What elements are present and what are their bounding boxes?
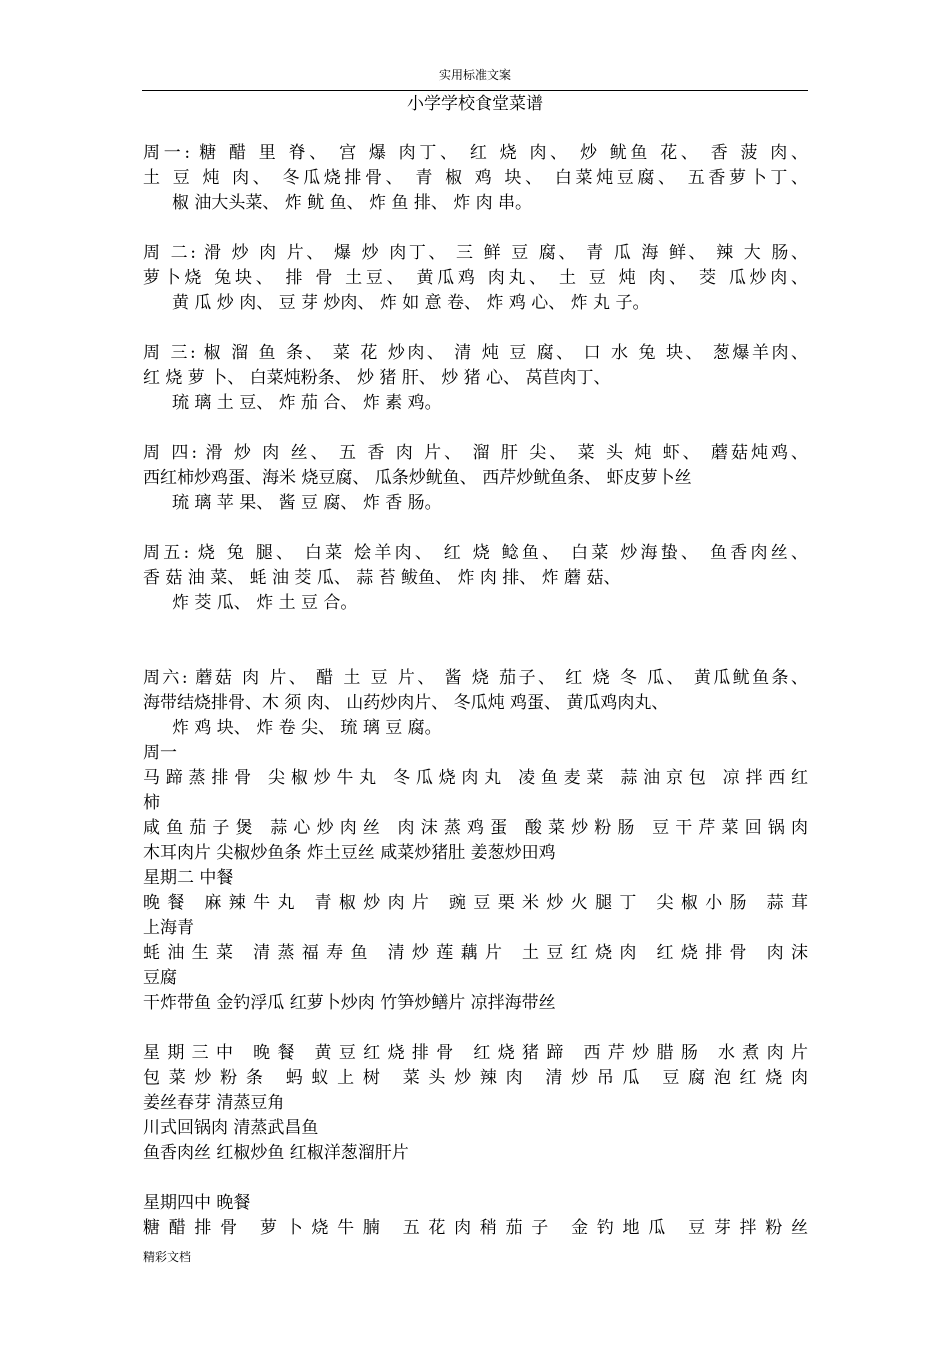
section-heading: 星期四中 晚餐	[143, 1193, 251, 1213]
menu-line: 西红柿炒鸡蛋、海米 烧豆腐、 瓜条炒鱿鱼、 西芹炒鱿鱼条、 虾皮萝卜丝	[143, 468, 692, 488]
document-title: 小学学校食堂菜谱	[407, 94, 543, 114]
menu-line: 马蹄蒸排骨 尖椒炒牛丸 冬瓜烧肉丸 凌鱼麦菜 蒜油京包 凉拌西红	[143, 768, 808, 788]
menu-line: 鱼香肉丝 红椒炒鱼 红椒洋葱溜肝片	[143, 1143, 409, 1163]
menu-line: 香 菇 油 菜、 蚝 油 茭 瓜、 蒜 苔 鲅鱼、 炸 肉 排、 炸 蘑 菇、	[143, 568, 621, 588]
menu-line: 周五: 烧 兔 腿、 白菜 烩羊肉、 红 烧 鲶鱼、 白菜 炒海蛰、 鱼香肉丝、	[143, 543, 808, 563]
menu-line: 上海青	[143, 918, 194, 938]
section-heading: 周一	[143, 743, 177, 763]
menu-line: 炸 鸡 块、 炸 卷 尖、 琉 璃 豆 腐。	[172, 718, 442, 738]
menu-line: 周一: 糖 醋 里 脊、 宫 爆 肉丁、 红 烧 肉、 炒 鱿鱼 花、 香 菠 肉、	[143, 143, 808, 163]
menu-line: 椒 油大头菜、 炸 鱿 鱼、 炸 鱼 排、 炸 肉 串。	[172, 193, 533, 213]
menu-line: 萝卜烧 兔块、 排 骨 土豆、 黄瓜鸡 肉丸、 土 豆 炖 肉、 茭 瓜炒肉、	[143, 268, 808, 288]
page-header: 实用标准文案	[438, 68, 511, 82]
menu-line: 红 烧 萝 卜、 白菜炖粉条、 炒 猪 肝、 炒 猪 心、 莴苣肉丁、	[143, 368, 611, 388]
menu-line: 周 二: 滑 炒 肉 片、 爆 炒 肉丁、 三 鲜 豆 腐、 青 瓜 海 鲜、 辣 大 肠、	[143, 243, 808, 263]
menu-line: 周 四: 滑 炒 肉 丝、 五 香 肉 片、 溜 肝 尖、 菜 头 炖 虾、 蘑菇炖鸡、	[143, 443, 808, 463]
menu-body	[143, 141, 808, 1241]
menu-line: 干炸带鱼 金钓浮瓜 红萝卜炒肉 竹笋炒鳝片 凉拌海带丝	[143, 993, 556, 1013]
menu-line: 琉 璃 苹 果、 酱 豆 腐、 炸 香 肠。	[172, 493, 442, 513]
menu-line: 咸鱼茄子煲 蒜心炒肉丝 肉沫蒸鸡蛋 酸菜炒粉肠 豆干芹菜回锅肉	[143, 818, 808, 838]
header-divider	[142, 90, 808, 91]
menu-line: 蚝油生菜 清蒸福寿鱼 清炒莲藕片 土豆红烧肉 红烧排骨 肉沫	[143, 943, 808, 963]
menu-line: 周六: 蘑菇 肉 片、 醋 土 豆 片、 酱 烧 茄子、 红 烧 冬 瓜、 黄瓜鱿鱼条、	[143, 668, 808, 688]
menu-line: 糖醋排骨 萝卜烧牛腩 五花肉稍茄子 金钓地瓜 豆芽拌粉丝	[143, 1218, 808, 1238]
menu-line: 周 三: 椒 溜 鱼 条、 菜 花 炒肉、 清 炖 豆 腐、 口 水 兔 块、 葱爆羊肉、	[143, 343, 808, 363]
page-footer: 精彩文档	[143, 1250, 192, 1264]
menu-line: 琉 璃 土 豆、 炸 茄 合、 炸 素 鸡。	[172, 393, 442, 413]
menu-line: 晚餐 麻辣牛丸 青椒炒肉片 豌豆栗米炒火腿丁 尖椒小肠 蒜茸	[143, 893, 808, 913]
menu-line: 星期三中 晚餐 黄豆红烧排骨 红烧猪蹄 西芹炒腊肠 水煮肉片	[143, 1043, 808, 1063]
section-heading: 星期二 中餐	[143, 868, 234, 888]
menu-line: 炸 茭 瓜、 炸 土 豆 合。	[172, 593, 358, 613]
menu-line: 黄 瓜 炒 肉、 豆 芽 炒肉、 炸 如 意 卷、 炸 鸡 心、 炸 丸 子。	[172, 293, 650, 313]
menu-line: 川式回锅肉 清蒸武昌鱼	[143, 1118, 319, 1138]
menu-line: 姜丝春芽 清蒸豆角	[143, 1093, 285, 1113]
menu-line: 木耳肉片 尖椒炒鱼条 炸土豆丝 咸菜炒猪肚 姜葱炒田鸡	[143, 843, 556, 863]
menu-line: 豆腐	[143, 968, 177, 988]
menu-line: 土 豆 炖 肉、 冬瓜烧排骨、 青 椒 鸡 块、 白菜炖豆腐、 五香萝卜丁、	[143, 168, 808, 188]
menu-line: 包菜炒粉条 蚂蚁上树 菜头炒辣肉 清炒吊瓜 豆腐泡红烧肉	[143, 1068, 808, 1088]
menu-line: 柿	[143, 793, 160, 813]
menu-line: 海带结烧排骨、木 须 肉、 山药炒肉片、 冬瓜炖 鸡蛋、 黄瓜鸡肉丸、	[143, 693, 669, 713]
